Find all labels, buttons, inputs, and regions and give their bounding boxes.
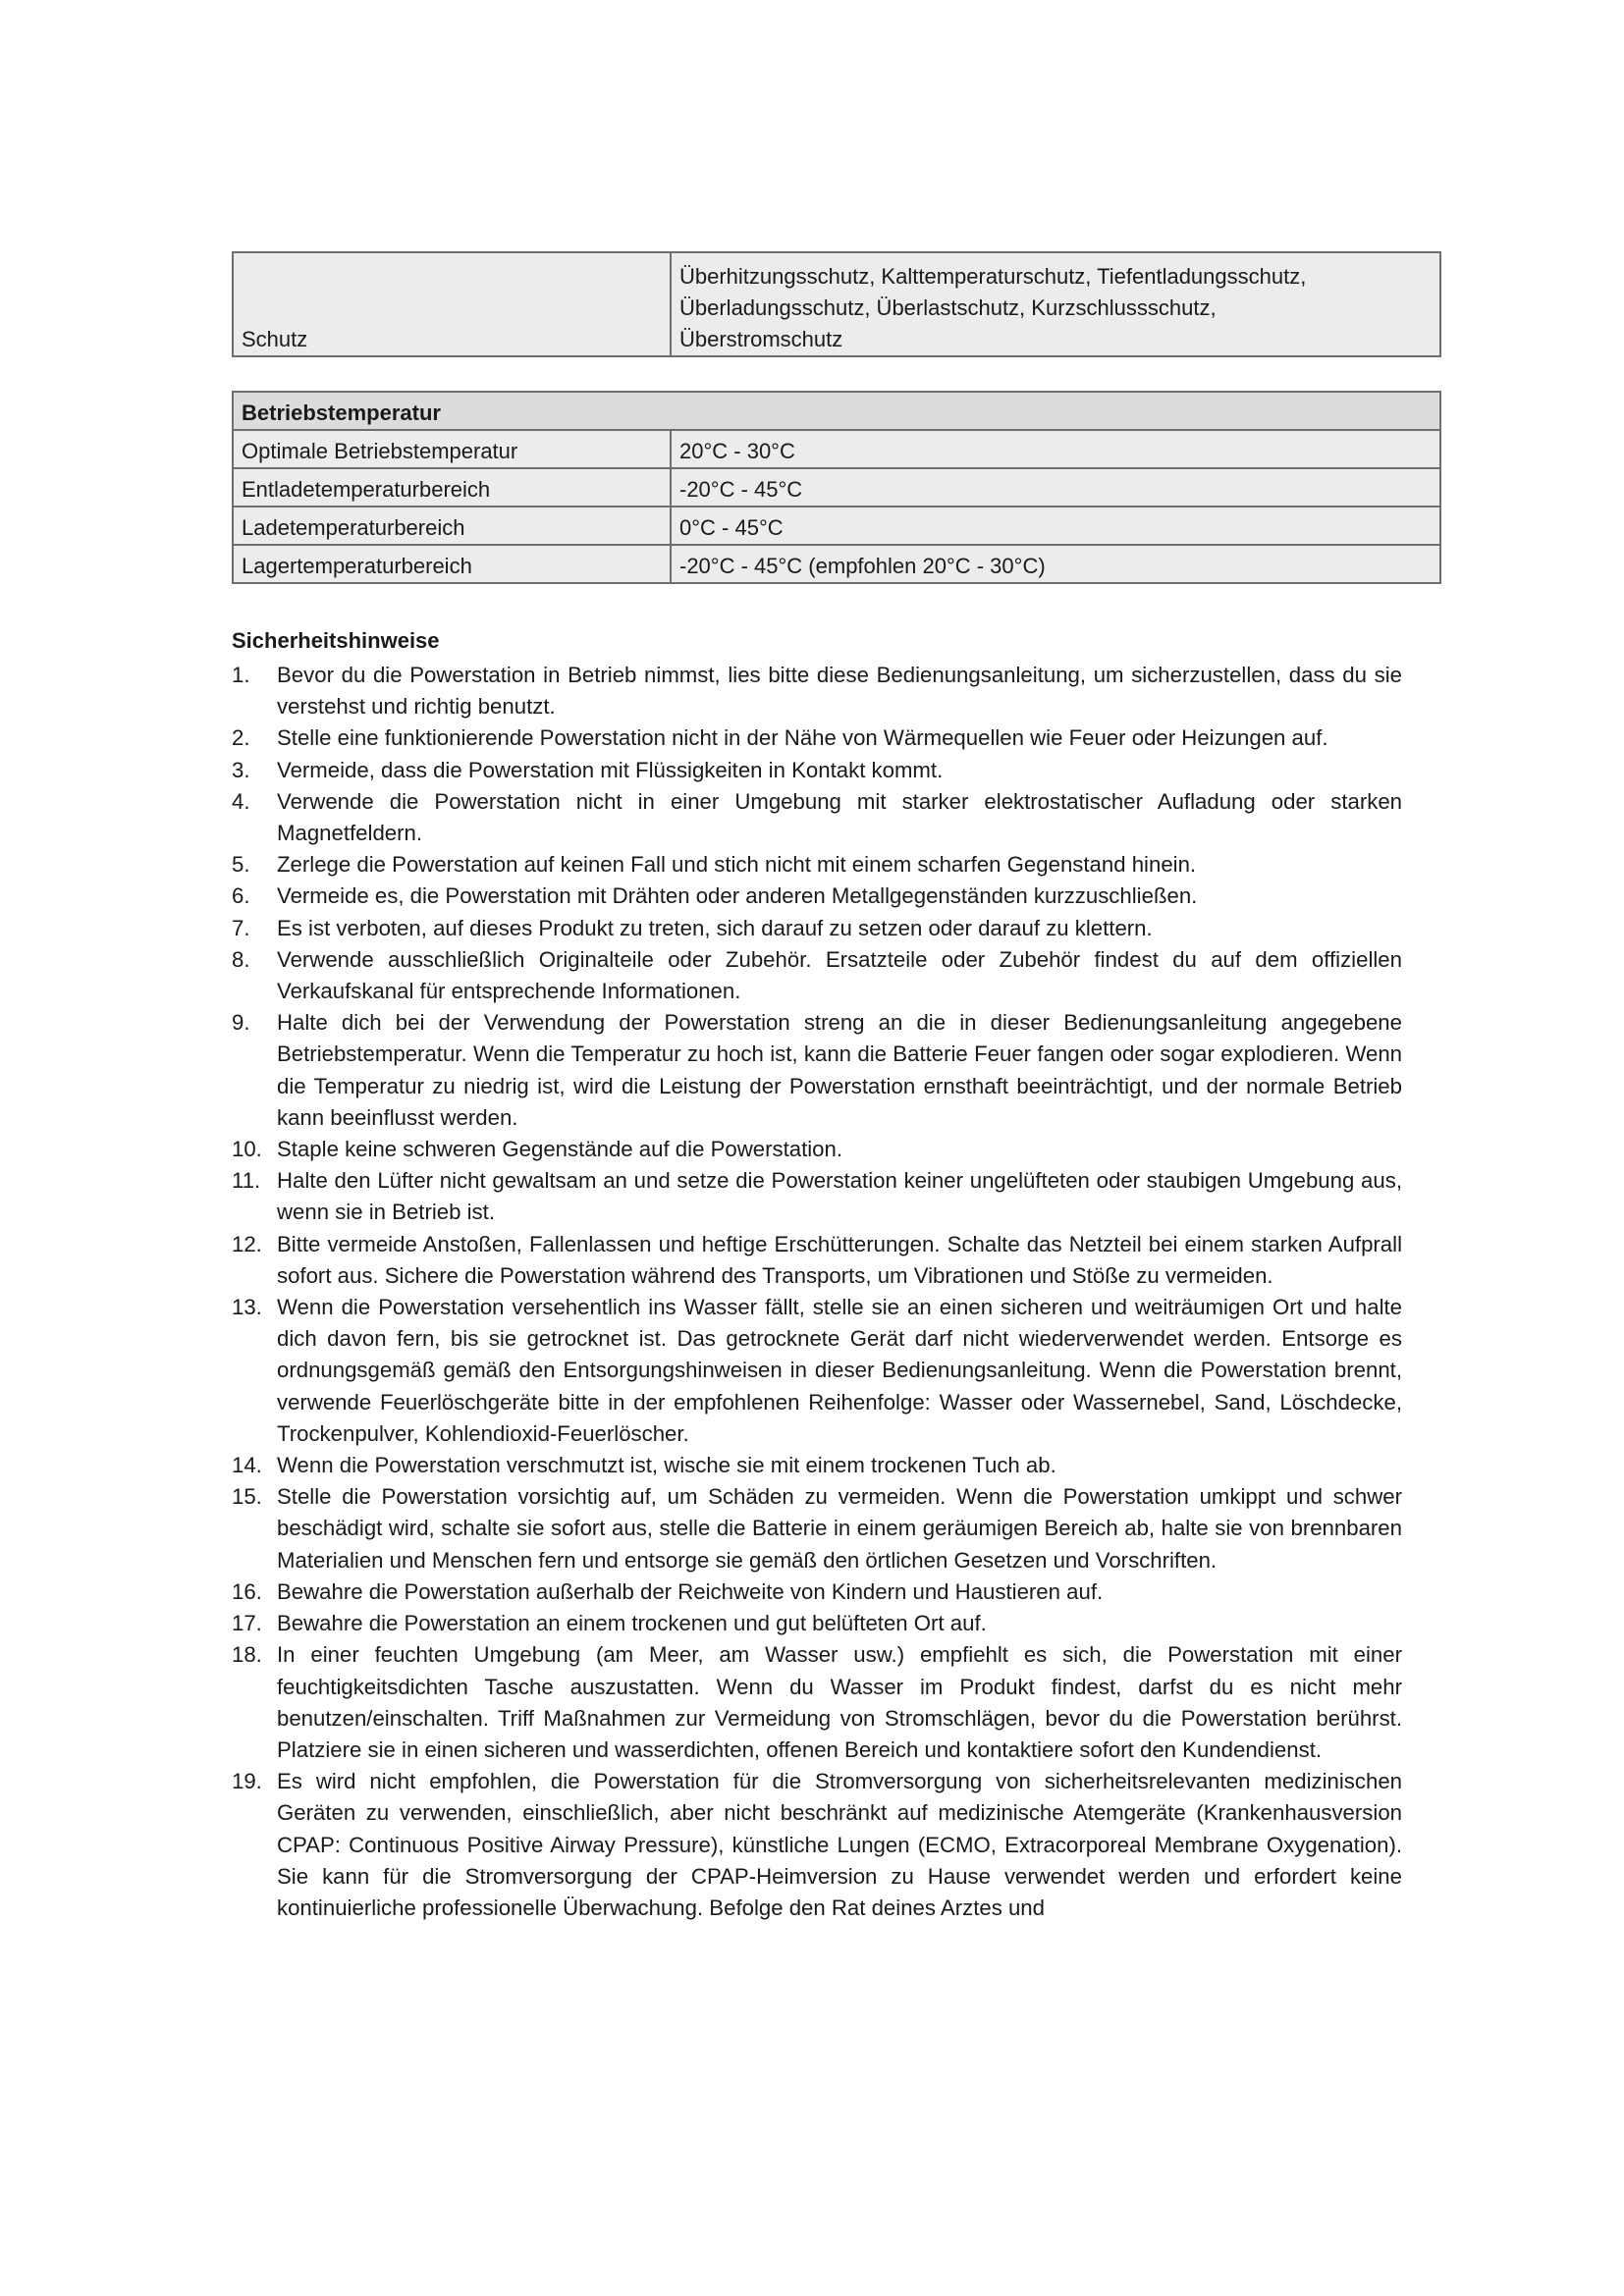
item-text: Vermeide, dass die Powerstation mit Flüssigkeiten in Kontakt kommt.	[277, 757, 944, 782]
item-number: 19.	[232, 1769, 262, 1794]
list-item	[232, 1608, 1402, 1639]
protection-value	[671, 252, 1440, 356]
item-number: 13.	[232, 1295, 262, 1320]
row-label: Ladetemperaturbereich	[233, 507, 671, 545]
item-number: 11.	[232, 1168, 261, 1194]
item-number: 15.	[232, 1484, 262, 1510]
item-text: Vermeide es, die Powerstation mit Drähten oder anderen Metallgegenständen kurzzuschließen.	[277, 883, 1198, 909]
table-row	[233, 468, 1440, 507]
item-text: In einer feuchten Umgebung (am Meer, am Wasser usw.) empfiehlt es sich, die Powerstation mit einer feuchtigkeitsdichten Tasche auszustatten. Wenn du Wasser im Produkt findest, darfst du es nicht mehr benutzen/einschalten. Triff Maßnahmen zur Vermeidung von Stromschlägen, bevor du die Powerstation berührst. Platziere sie in einen sicheren und wasserdichten, offenen Bereich und kontaktiere sofort den Kundendienst.	[277, 1642, 1402, 1762]
table-row	[233, 507, 1440, 545]
item-number: 14.	[232, 1453, 262, 1478]
row-value: 20°C - 30°C	[671, 430, 1440, 468]
protection-value-line: Überladungsschutz, Überlastschutz, Kurzschlussschutz,	[679, 295, 1217, 320]
table-row	[233, 545, 1440, 583]
row-label: Lagertemperaturbereich	[233, 545, 671, 583]
item-text: Bitte vermeide Anstoßen, Fallenlassen und heftige Erschütterungen. Schalte das Netzteil bei einem starken Aufprall sofort aus. Sichere die Powerstation während des Transports, um Vibrationen und Stöße zu vermeiden.	[277, 1231, 1402, 1288]
item-text: Es wird nicht empfohlen, die Powerstation für die Stromversorgung von sicherheitsrelevanten medizinischen Geräten zu verwenden, einschließlich, aber nicht beschränkt auf medizinische Atemgeräte (Krankenhausversion CPAP: Continuous Positive Airway Pressure), künstliche Lungen (ECMO, Extracorporeal Membrane Oxygenation). Sie kann für die Stromversorgung der CPAP-Heimversion zu Hause verwendet werden und erfordert keine kontinuierliche professionelle Überwachung. Befolge den Rat deines Arztes und	[277, 1769, 1402, 1920]
table-row	[233, 430, 1440, 468]
list-item	[232, 944, 1402, 1007]
item-text: Stelle eine funktionierende Powerstation nicht in der Nähe von Wärmequellen wie Feuer oder Heizungen auf.	[277, 725, 1328, 751]
item-number: 5.	[232, 852, 250, 878]
temperature-table	[232, 391, 1441, 584]
list-item	[232, 913, 1402, 944]
list-item	[232, 1229, 1402, 1292]
list-item	[232, 1450, 1402, 1481]
list-item	[232, 1576, 1402, 1608]
list-item	[232, 1007, 1402, 1134]
item-text: Staple keine schweren Gegenstände auf die Powerstation.	[277, 1137, 843, 1162]
item-number: 9.	[232, 1010, 250, 1036]
list-item	[232, 660, 1402, 722]
temperature-table-header-row	[233, 392, 1440, 430]
list-item	[232, 881, 1402, 912]
item-number: 6.	[232, 883, 250, 909]
protection-value-line: Überstromschutz	[679, 327, 843, 351]
item-text: Bewahre die Powerstation an einem trockenen und gut belüfteten Ort auf.	[277, 1611, 987, 1636]
row-label: Optimale Betriebstemperatur	[233, 430, 671, 468]
list-item	[232, 1292, 1402, 1450]
list-item	[232, 1639, 1402, 1766]
item-text: Bevor du die Powerstation in Betrieb nimmst, lies bitte diese Bedienungsanleitung, um sicherzustellen, dass du sie verstehst und richtig benutzt.	[277, 663, 1402, 720]
protection-row	[233, 252, 1440, 356]
list-item	[232, 849, 1402, 881]
list-item	[232, 1481, 1402, 1576]
item-number: 16.	[232, 1578, 262, 1604]
row-value: -20°C - 45°C (empfohlen 20°C - 30°C)	[671, 545, 1440, 583]
item-text: Verwende ausschließlich Originalteile oder Zubehör. Ersatzteile oder Zubehör findest du auf dem offiziellen Verkaufskanal für entsprechende Informationen.	[277, 946, 1402, 1004]
item-text: Wenn die Powerstation versehentlich ins Wasser fällt, stelle sie an einen sicheren und weiträumigen Ort und halte dich davon fern, bis sie getrocknet ist. Das getrocknete Gerät darf nicht wiederverwendet werden. Entsorge es ordnungsgemäß gemäß den Entsorgungshinweisen in dieser Bedienungsanleitung. Wenn die Powerstation brennt, verwende Feuerlöschgeräte bitte in der empfohlenen Reihenfolge: Wasser oder Wassernebel, Sand, Löschdecke, Trockenpulver, Kohlendioxid-Feuerlöscher.	[277, 1295, 1402, 1446]
item-text: Verwende die Powerstation nicht in einer Umgebung mit starker elektrostatischer Aufladung oder starken Magnetfeldern.	[277, 788, 1402, 846]
item-number: 10.	[232, 1137, 262, 1162]
temperature-table-header: Betriebstemperatur	[233, 392, 1440, 430]
protection-value-line: Überhitzungsschutz, Kalttemperaturschutz, Tiefentladungsschutz,	[679, 264, 1307, 289]
safety-list	[232, 660, 1402, 1924]
item-number: 4.	[232, 788, 250, 814]
row-value: 0°C - 45°C	[671, 507, 1440, 545]
item-number: 18.	[232, 1642, 262, 1668]
item-number: 7.	[232, 915, 250, 940]
list-item	[232, 1766, 1402, 1924]
list-item	[232, 1165, 1402, 1228]
item-text: Halte dich bei der Verwendung der Powerstation streng an die in dieser Bedienungsanleitung angegebene Betriebstemperatur. Wenn die Temperatur zu hoch ist, kann die Batterie Feuer fangen oder sogar explodieren. Wenn die Temperatur zu niedrig ist, wird die Leistung der Powerstation ernsthaft beeinträchtigt, und der normale Betrieb kann beeinflusst werden.	[277, 1010, 1402, 1130]
row-label: Entladetemperaturbereich	[233, 468, 671, 507]
row-value: -20°C - 45°C	[671, 468, 1440, 507]
list-item	[232, 722, 1402, 754]
safety-title: Sicherheitshinweise	[232, 628, 440, 653]
protection-table	[232, 251, 1441, 357]
item-number: 2.	[232, 725, 250, 751]
item-number: 17.	[232, 1611, 262, 1636]
item-text: Halte den Lüfter nicht gewaltsam an und setze die Powerstation keiner ungelüfteten oder staubigen Umgebung aus, wenn sie in Betrieb ist.	[277, 1168, 1402, 1225]
item-number: 8.	[232, 946, 250, 972]
item-text: Es ist verboten, auf dieses Produkt zu treten, sich darauf zu setzen oder darauf zu klettern.	[277, 915, 1153, 940]
protection-label: Schutz	[233, 252, 671, 356]
item-number: 12.	[232, 1231, 262, 1256]
list-item	[232, 755, 1402, 786]
item-number: 1.	[232, 663, 250, 687]
item-number: 3.	[232, 757, 250, 782]
list-item	[232, 1134, 1402, 1165]
item-text: Bewahre die Powerstation außerhalb der Reichweite von Kindern und Haustieren auf.	[277, 1578, 1104, 1604]
list-item	[232, 786, 1402, 849]
item-text: Zerlege die Powerstation auf keinen Fall und stich nicht mit einem scharfen Gegenstand hinein.	[277, 852, 1197, 878]
item-text: Wenn die Powerstation verschmutzt ist, wische sie mit einem trockenen Tuch ab.	[277, 1453, 1056, 1478]
item-text: Stelle die Powerstation vorsichtig auf, um Schäden zu vermeiden. Wenn die Powerstation umkippt und schwer beschädigt wird, schalte sie sofort aus, stelle die Batterie in einem geräumigen Bereich ab, halte sie von brennbaren Materialien und Menschen fern und entsorge sie gemäß den örtlichen Gesetzen und Vorschriften.	[277, 1484, 1402, 1573]
